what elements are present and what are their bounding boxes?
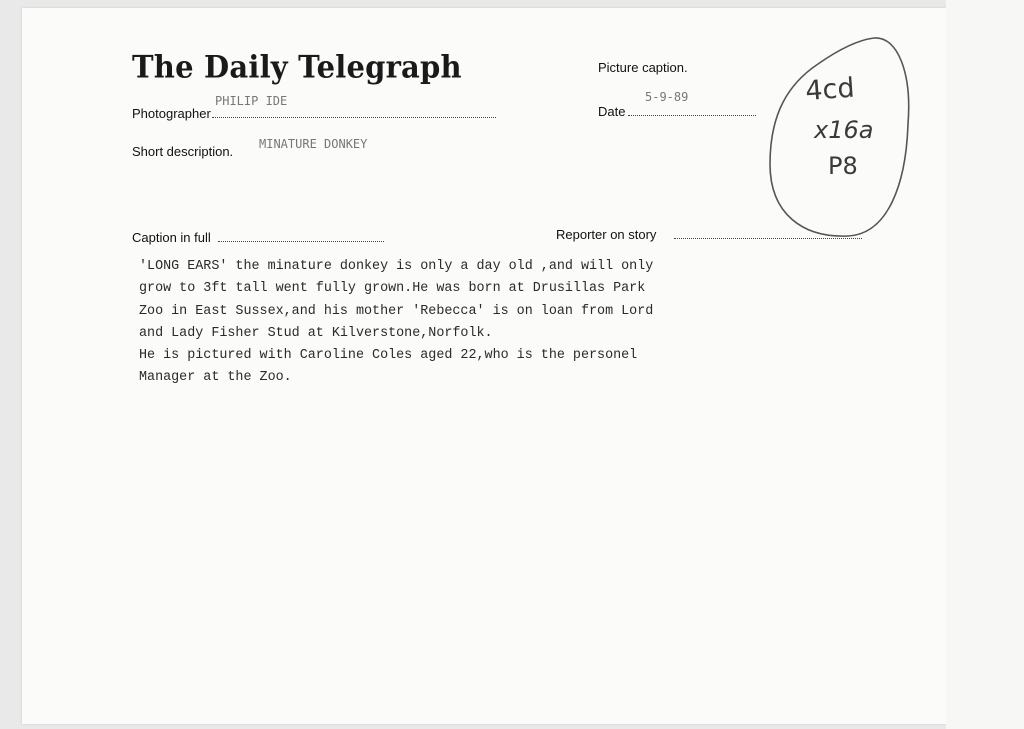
caption-line: 'LONG EARS' the minature donkey is only a day old ,and will only <box>139 259 654 274</box>
background-edge <box>946 0 1024 729</box>
caption-dotted-line <box>218 240 384 242</box>
note-line: P8 <box>828 152 858 180</box>
caption-label: Caption in full <box>132 230 211 245</box>
handwritten-note <box>748 34 923 244</box>
caption-line: Zoo in East Sussex,and his mother 'Rebecca' is on loan from Lord <box>139 303 654 319</box>
short-description-label: Short description. <box>132 144 234 159</box>
date-value: 5-9-89 <box>645 90 689 104</box>
picture-caption-label: Picture caption. <box>598 60 688 75</box>
photographer-label: Photographer <box>132 106 211 121</box>
note-line: 4cd <box>804 72 856 107</box>
caption-line: grow to 3ft tall went fully grown.He was born at Drusillas Park <box>139 281 646 297</box>
caption-line: and Lady Fisher Stud at Kilverstone,Norfolk. <box>139 325 493 341</box>
note-line: x16a <box>814 116 874 144</box>
caption-line: He is pictured with Caroline Coles aged 22,who is the personel <box>139 348 638 364</box>
caption-line: Manager at the Zoo. <box>139 370 292 386</box>
reporter-label: Reporter on story <box>556 227 657 242</box>
masthead-title: The Daily Telegraph <box>132 49 462 85</box>
caption-text <box>139 256 739 390</box>
photographer-dotted-line <box>212 116 496 118</box>
bleed-through-texture <box>180 531 823 644</box>
date-label: Date <box>598 104 626 119</box>
caption-card <box>22 8 946 724</box>
photographer-value: PHILIP IDE <box>215 94 288 108</box>
short-description-value: MINATURE DONKEY <box>259 137 368 151</box>
date-dotted-line <box>628 114 756 116</box>
